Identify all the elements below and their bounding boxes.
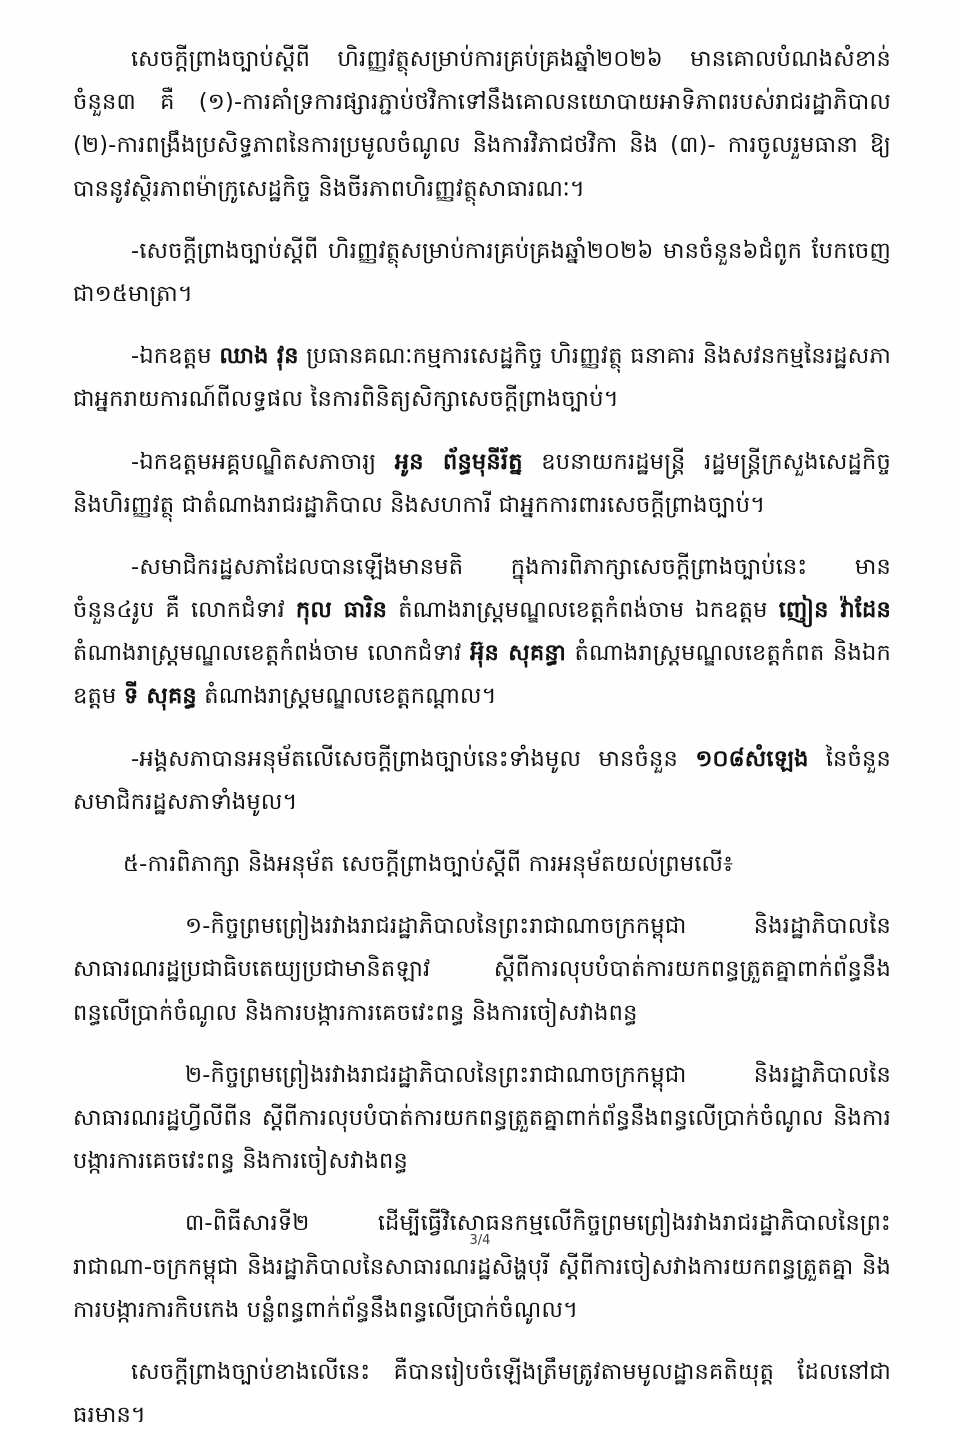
text-segment: តំណាងរាស្រ្តមណ្ឌលខេត្តកំពង់ចាម លោកជំទាវ xyxy=(73,640,471,667)
paragraph-conclusion xyxy=(73,1351,891,1437)
text-segment: -សេចក្តីព្រាងច្បាប់ស្តីពី ហិរញ្ញវត្ថុសម្រាប់ការគ្រប់គ្រងឆ្នាំ២០២៦ មានចំនួន៦ជំពូក បែកចេញជា១៥មាត្រា។ xyxy=(73,237,891,307)
section-heading-5 xyxy=(73,843,891,886)
agreement-item-2 xyxy=(73,1054,891,1184)
agreement-item-1 xyxy=(73,905,891,1035)
paragraph-assembly-members xyxy=(73,546,891,719)
person-name-deputy-pm: អូន ព័ន្ធមុនីរ័ត្ន xyxy=(394,448,523,475)
text-segment: តំណាងរាស្រ្តមណ្ឌលខេត្តកំពត និងឯកឧត្តម xyxy=(73,640,891,710)
text-segment: តំណាងរាស្រ្តមណ្ឌលខេត្តកំពង់ចាម ឯកឧត្តម xyxy=(387,597,779,624)
text-segment: ឧបនាយករដ្ឋមន្ត្រី រដ្ឋមន្ត្រីក្រសួងសេដ្ឋកិច្ច និងហិរញ្ញវត្ថុ ជាតំណាងរាជរដ្ឋាភិបាល និងសហការី ជាអ្នកការពារសេចក្តីព្រាងច្បាប់។ xyxy=(73,448,891,518)
text-segment: ប្រធានគណៈកម្មការសេដ្ឋកិច្ច ហិរញ្ញវត្ថុ ធនាគារ និងសវនកម្មនៃរដ្ឋសភា ជាអ្នករាយការណ៍ពីលទ្ធផល នៃការពិនិត្យសិក្សាសេចក្តីព្រាងច្បាប់។ xyxy=(73,343,891,413)
paragraph-government-representative xyxy=(73,441,891,527)
paragraph-objectives xyxy=(73,38,891,211)
person-name-mp-2: ញៀន វ៉ាដែន xyxy=(778,597,891,624)
text-segment: -អង្គសភាបានអនុម័តលើសេចក្តីព្រាងច្បាប់នេះទាំងមូល មានចំនួន xyxy=(131,745,696,772)
text-segment: តំណាងរាស្រ្តមណ្ឌលខេត្តកណ្តាល។ xyxy=(196,683,497,710)
text-segment: ២-កិច្ចព្រមព្រៀងរវាងរាជរដ្ឋាភិបាលនៃព្រះរាជាណាចក្រកម្ពុជា និងរដ្ឋាភិបាលនៃសាធារណរដ្ឋហ្វីលីពីន ស្តីពីការលុបបំបាត់ការយកពន្ធត្រួតគ្នាពាក់ព័ន្ធនឹងពន្ធលើប្រាក់ចំណូល និងការបង្ការការគេចវេះពន្ធ និងការចៀសវាងពន្ធ xyxy=(73,1061,891,1175)
paragraph-vote-result xyxy=(73,738,891,824)
text-segment: នៃចំនួនសមាជិករដ្ឋសភាទាំងមូល។ xyxy=(73,745,891,815)
page-number: 3/4 xyxy=(469,1233,491,1248)
person-name-mp-1: កុល ធារិន xyxy=(295,597,388,624)
text-segment: -សមាជិករដ្ឋសភាដែលបានឡើងមានមតិ ក្នុងការពិភាក្សាសេចក្តីព្រាងច្បាប់នេះ មានចំនួន៤រូប គឺ លោកជំទាវ xyxy=(73,553,891,624)
person-name-chairman: ឈាង វុន xyxy=(219,343,299,370)
person-name-mp-3: អ៊ុន សុគន្ធា xyxy=(470,640,566,667)
text-segment: សេចក្តីព្រាងច្បាប់ស្តីពី ហិរញ្ញវត្ថុសម្រាប់ការគ្រប់គ្រងឆ្នាំ២០២៦ មានគោលបំណងសំខាន់ចំនួន៣ គឺ (១)-ការគាំទ្រការផ្សារភ្ជាប់ថវិកាទៅនឹងគោលនយោបាយអាទិភាពរបស់រាជរដ្ឋាភិបាល (២)-ការពង្រឹងប្រសិទ្ធភាពនៃការប្រមូលចំណូល និងការវិភាជថវិកា និង (៣)- ការចូលរួមធានា ឱ្យបាននូវស្ថិរភាពម៉ាក្រូសេដ្ឋកិច្ច និងចីរភាពហិរញ្ញវត្ថុសាធារណៈ។ xyxy=(73,46,891,202)
paragraph-rapporteur xyxy=(73,335,891,421)
text-segment: សេចក្តីព្រាងច្បាប់ខាងលើនេះ គឺបានរៀបចំឡើងត្រឹមត្រូវតាមមូលដ្ឋានគតិយុត្ត ដែលនៅជាធរមាន។ xyxy=(73,1358,891,1429)
vote-count: ១០៨សំឡេង xyxy=(695,745,809,772)
text-segment: -ឯកឧត្តមអគ្គបណ្ឌិតសភាចារ្យ xyxy=(131,448,395,475)
text-segment: -ឯកឧត្តម xyxy=(131,343,220,370)
person-name-mp-4: ទី សុគន្ធ xyxy=(123,683,197,710)
paragraph-chapters xyxy=(73,230,891,316)
text-segment: ៥-ការពិភាក្សា និងអនុម័ត សេចក្តីព្រាងច្បាប់ស្តីពី ការអនុម័តយល់ព្រមលើ៖ xyxy=(123,851,734,877)
agreement-item-3 xyxy=(73,1202,891,1332)
text-segment: ៣-ពិធីសារទី២ ដើម្បីធ្វើវិសោធនកម្មលើកិច្ចព្រមព្រៀងរវាងរាជរដ្ឋាភិបាលនៃព្រះរាជាណា-ចក្រកម្ពុជា និងរដ្ឋាភិបាលនៃសាធារណរដ្ឋសិង្ហបុរី ស្តីពីការចៀសវាងការយកពន្ធត្រួតគ្នា និងការបង្ការការកិបកេង បន្លំពន្ធពាក់ព័ន្ធនឹងពន្ធលើប្រាក់ចំណូល។ xyxy=(73,1210,891,1323)
text-segment: ១-កិច្ចព្រមព្រៀងរវាងរាជរដ្ឋាភិបាលនៃព្រះរាជាណាចក្រកម្ពុជា និងរដ្ឋាភិបាលនៃសាធារណរដ្ឋប្រជាធិបតេយ្យប្រជាមានិតឡាវ ស្តីពីការលុបបំបាត់ការយកពន្ធត្រួតគ្នាពាក់ព័ន្ធនឹងពន្ធលើប្រាក់ចំណូល និងការបង្ការការគេចវេះពន្ធ និងការចៀសវាងពន្ធ xyxy=(73,913,891,1026)
